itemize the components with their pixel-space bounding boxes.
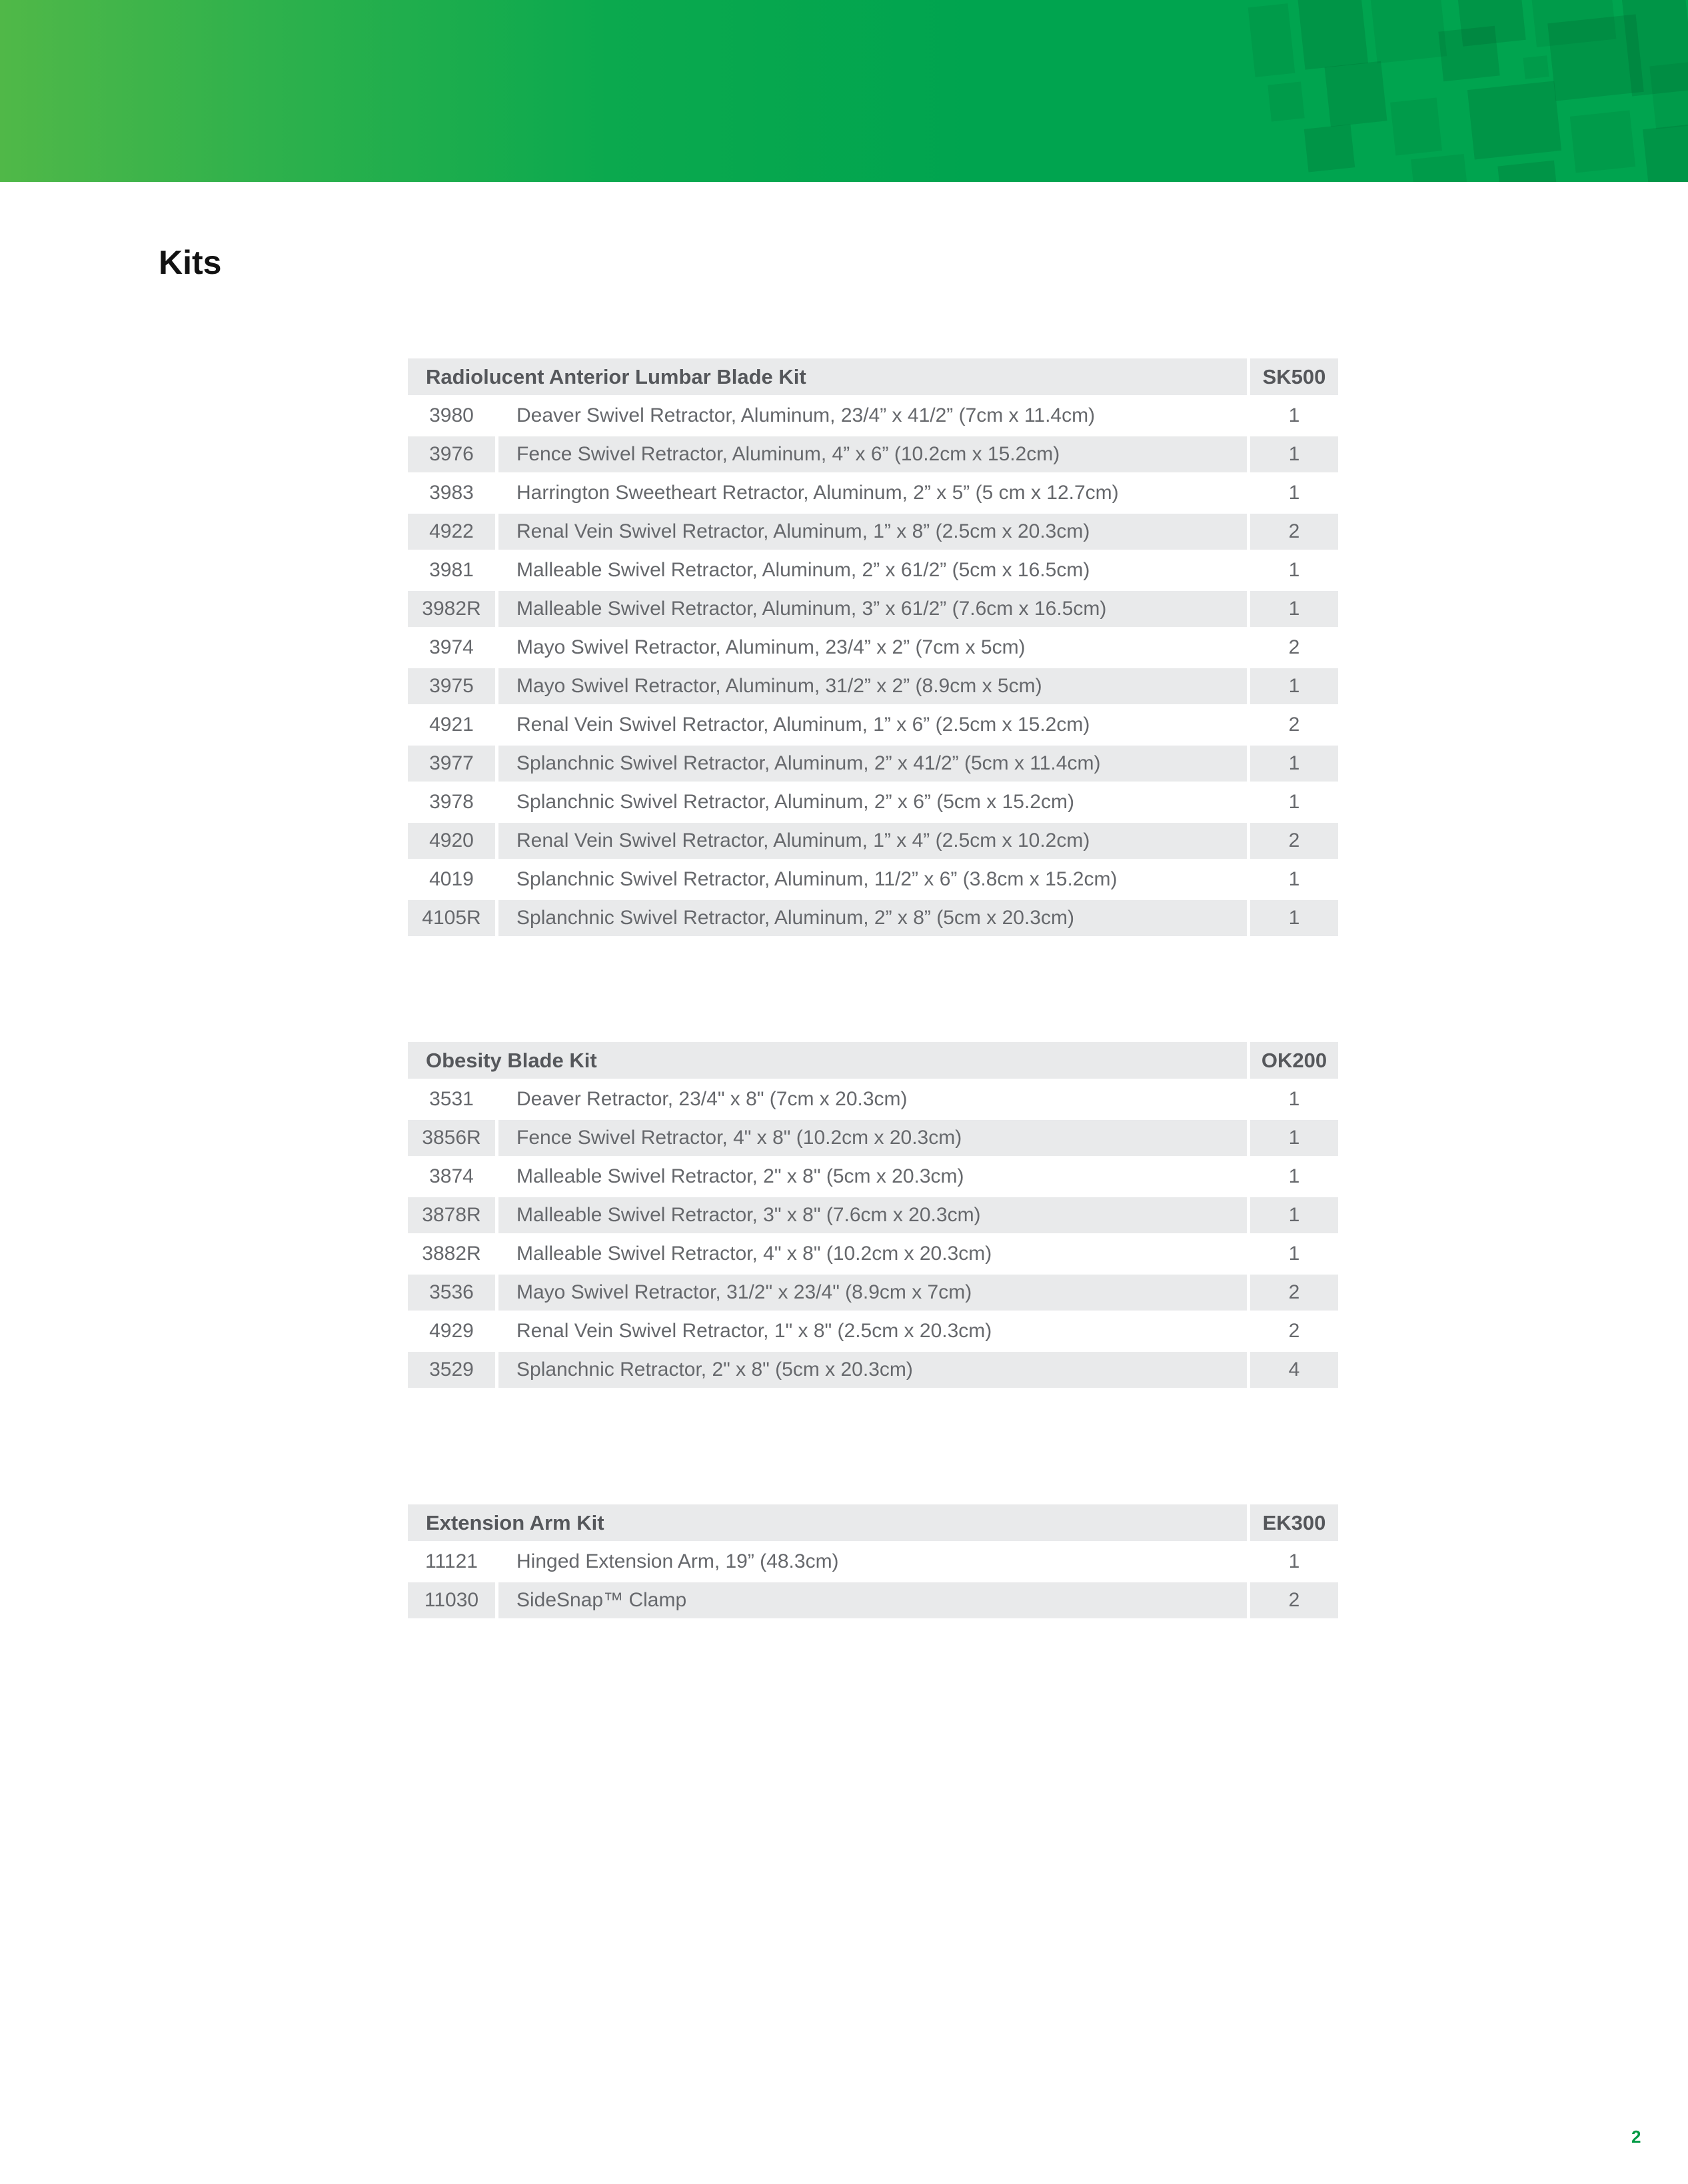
- description-cell: Renal Vein Swivel Retractor, Aluminum, 1” x 6” (2.5cm x 15.2cm): [516, 714, 1090, 736]
- part-number-cell: 3983: [429, 482, 474, 504]
- qty-cell: 1: [1250, 668, 1338, 704]
- kit-name: Obesity Blade Kit: [408, 1042, 1247, 1079]
- description-cell: SideSnap™ Clamp: [498, 1582, 1247, 1618]
- kit-code: EK300: [1250, 1504, 1338, 1541]
- description-cell: Malleable Swivel Retractor, Aluminum, 3” x 61/2” (7.6cm x 16.5cm): [498, 591, 1247, 627]
- description-cell: Renal Vein Swivel Retractor, 1" x 8" (2.5cm x 20.3cm): [516, 1320, 992, 1342]
- table-row: [408, 1197, 1338, 1233]
- mosaic-tile: [1649, 61, 1688, 129]
- table-row: [408, 1313, 1338, 1349]
- table-row: [408, 630, 1338, 666]
- qty-cell: 2: [1250, 1275, 1338, 1311]
- qty-cell: 1: [1288, 1165, 1300, 1187]
- mosaic-tile: [1304, 125, 1355, 173]
- part-number-cell: 4921: [429, 714, 474, 736]
- kit-table-header-row: [408, 358, 1338, 395]
- kit-table: [408, 1042, 1338, 1390]
- part-number-cell: 3975: [408, 668, 495, 704]
- kit-table-header-row: [408, 1504, 1338, 1541]
- table-row: [408, 475, 1338, 511]
- description-cell: Splanchnic Swivel Retractor, Aluminum, 11/2” x 6” (3.8cm x 15.2cm): [516, 868, 1118, 890]
- part-number-cell: 3974: [429, 636, 474, 658]
- qty-cell: 1: [1288, 791, 1300, 813]
- mosaic-tile: [1390, 98, 1442, 156]
- qty-cell: 1: [1250, 1197, 1338, 1233]
- description-cell: Renal Vein Swivel Retractor, Aluminum, 1” x 4” (2.5cm x 10.2cm): [498, 823, 1247, 859]
- table-row: [408, 823, 1338, 859]
- mosaic-tile: [1438, 26, 1499, 81]
- header-banner: [0, 0, 1688, 182]
- qty-cell: 1: [1288, 482, 1300, 504]
- page-number: 2: [1631, 2127, 1641, 2147]
- part-number-cell: 4922: [408, 514, 495, 550]
- table-row: [408, 436, 1338, 472]
- mosaic-tile: [1547, 14, 1644, 101]
- description-cell: Deaver Swivel Retractor, Aluminum, 23/4” x 41/2” (7cm x 11.4cm): [516, 404, 1096, 426]
- qty-cell: 1: [1288, 1088, 1300, 1110]
- description-cell: Hinged Extension Arm, 19” (48.3cm): [516, 1550, 839, 1572]
- qty-cell: 2: [1288, 714, 1300, 736]
- mosaic-tile: [1248, 3, 1295, 77]
- kit-code: SK500: [1250, 358, 1338, 395]
- mosaic-tile: [1297, 0, 1368, 70]
- qty-cell: 1: [1250, 900, 1338, 936]
- qty-cell: 1: [1250, 591, 1338, 627]
- table-row: [408, 746, 1338, 782]
- mosaic-tile: [1325, 61, 1387, 127]
- part-number-cell: 3874: [429, 1165, 474, 1187]
- description-cell: Malleable Swivel Retractor, Aluminum, 2” x 61/2” (5cm x 16.5cm): [516, 559, 1090, 581]
- description-cell: Malleable Swivel Retractor, 4" x 8" (10.2cm x 20.3cm): [516, 1243, 992, 1265]
- part-number-cell: 3976: [408, 436, 495, 472]
- part-number-cell: 3980: [429, 404, 474, 426]
- description-cell: Splanchnic Retractor, 2" x 8" (5cm x 20.3cm): [498, 1352, 1247, 1388]
- qty-cell: 1: [1288, 404, 1300, 426]
- mosaic-tile: [1267, 82, 1304, 122]
- mosaic-tile: [1643, 124, 1688, 182]
- table-row: [408, 1275, 1338, 1311]
- page-title: Kits: [159, 244, 222, 281]
- qty-cell: 2: [1250, 823, 1338, 859]
- table-row: [408, 1159, 1338, 1195]
- part-number-cell: 4019: [429, 868, 474, 890]
- qty-cell: 1: [1288, 1550, 1300, 1572]
- qty-cell: 4: [1250, 1352, 1338, 1388]
- table-row: [408, 552, 1338, 588]
- mosaic-tile: [1369, 0, 1447, 63]
- description-cell: Fence Swivel Retractor, Aluminum, 4” x 6” (10.2cm x 15.2cm): [498, 436, 1247, 472]
- part-number-cell: 4105R: [408, 900, 495, 936]
- mosaic-tile: [1467, 81, 1561, 159]
- part-number-cell: 11030: [408, 1582, 495, 1618]
- part-number-cell: 3882R: [422, 1243, 481, 1265]
- mosaic-tile: [1523, 55, 1549, 79]
- part-number-cell: 3978: [429, 791, 474, 813]
- table-row: [408, 1236, 1338, 1272]
- table-row: [408, 1120, 1338, 1156]
- description-cell: Malleable Swivel Retractor, 3" x 8" (7.6cm x 20.3cm): [498, 1197, 1247, 1233]
- description-cell: Renal Vein Swivel Retractor, Aluminum, 1” x 8” (2.5cm x 20.3cm): [498, 514, 1247, 550]
- qty-cell: 1: [1250, 1120, 1338, 1156]
- table-row: [408, 1544, 1338, 1580]
- description-cell: Splanchnic Swivel Retractor, Aluminum, 2” x 6” (5cm x 15.2cm): [516, 791, 1074, 813]
- qty-cell: 1: [1288, 868, 1300, 890]
- table-row: [408, 591, 1338, 627]
- table-row: [408, 707, 1338, 743]
- kit-table-header-row: [408, 1042, 1338, 1079]
- part-number-cell: 3977: [408, 746, 495, 782]
- part-number-cell: 3981: [429, 559, 474, 581]
- description-cell: Fence Swivel Retractor, 4" x 8" (10.2cm x 20.3cm): [498, 1120, 1247, 1156]
- description-cell: Mayo Swivel Retractor, Aluminum, 31/2” x 2” (8.9cm x 5cm): [498, 668, 1247, 704]
- description-cell: Splanchnic Swivel Retractor, Aluminum, 2” x 41/2” (5cm x 11.4cm): [498, 746, 1247, 782]
- table-row: [408, 1582, 1338, 1618]
- qty-cell: 1: [1288, 559, 1300, 581]
- qty-cell: 1: [1288, 1243, 1300, 1265]
- kit-name: Radiolucent Anterior Lumbar Blade Kit: [408, 358, 1247, 395]
- part-number-cell: 3878R: [408, 1197, 495, 1233]
- table-row: [408, 398, 1338, 434]
- table-row: [408, 784, 1338, 820]
- table-row: [408, 668, 1338, 704]
- part-number-cell: 11121: [425, 1550, 478, 1572]
- table-row: [408, 900, 1338, 936]
- description-cell: Harrington Sweetheart Retractor, Aluminum, 2” x 5” (5 cm x 12.7cm): [516, 482, 1119, 504]
- kit-name: Extension Arm Kit: [408, 1504, 1247, 1541]
- kit-table: [408, 1504, 1338, 1621]
- mosaic-tile: [1497, 161, 1557, 182]
- part-number-cell: 3982R: [408, 591, 495, 627]
- part-number-cell: 4920: [408, 823, 495, 859]
- qty-cell: 2: [1250, 514, 1338, 550]
- part-number-cell: 3536: [408, 1275, 495, 1311]
- kit-code: OK200: [1250, 1042, 1338, 1079]
- part-number-cell: 3529: [408, 1352, 495, 1388]
- part-number-cell: 4929: [429, 1320, 474, 1342]
- qty-cell: 1: [1250, 436, 1338, 472]
- description-cell: Malleable Swivel Retractor, 2" x 8" (5cm x 20.3cm): [516, 1165, 964, 1187]
- table-row: [408, 861, 1338, 897]
- description-cell: Deaver Retractor, 23/4" x 8" (7cm x 20.3cm): [516, 1088, 908, 1110]
- qty-cell: 2: [1288, 636, 1300, 658]
- table-row: [408, 1352, 1338, 1388]
- table-row: [408, 1081, 1338, 1117]
- qty-cell: 2: [1250, 1582, 1338, 1618]
- part-number-cell: 3531: [429, 1088, 474, 1110]
- kit-table: [408, 358, 1338, 939]
- qty-cell: 1: [1250, 746, 1338, 782]
- qty-cell: 2: [1288, 1320, 1300, 1342]
- description-cell: Mayo Swivel Retractor, 31/2" x 23/4" (8.9cm x 7cm): [498, 1275, 1247, 1311]
- description-cell: Splanchnic Swivel Retractor, Aluminum, 2” x 8” (5cm x 20.3cm): [498, 900, 1247, 936]
- part-number-cell: 3856R: [408, 1120, 495, 1156]
- table-row: [408, 514, 1338, 550]
- mosaic-tile: [1570, 111, 1635, 173]
- description-cell: Mayo Swivel Retractor, Aluminum, 23/4” x 2” (7cm x 5cm): [516, 636, 1026, 658]
- mosaic-tile: [1411, 154, 1468, 182]
